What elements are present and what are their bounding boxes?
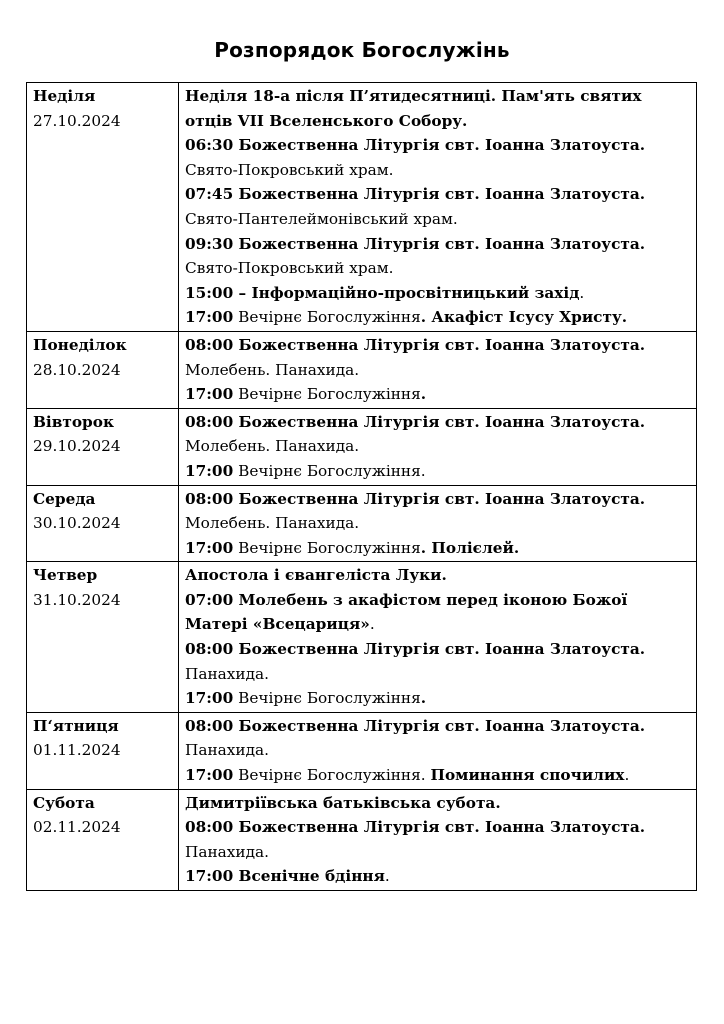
schedule-row bbox=[27, 83, 697, 332]
service-line bbox=[185, 511, 692, 536]
service-text: . bbox=[420, 385, 427, 404]
day-name: Понеділок bbox=[33, 335, 127, 354]
day-date: 27.10.2024 bbox=[33, 111, 121, 130]
service-text: Апостола і євангеліста Луки. bbox=[185, 566, 447, 585]
service-text: Димитріївська батьківська субота. bbox=[185, 793, 501, 812]
day-date: 30.10.2024 bbox=[33, 514, 121, 533]
schedule-row bbox=[27, 485, 697, 562]
service-text: 17:00 bbox=[185, 689, 234, 708]
service-line bbox=[185, 536, 692, 561]
service-text: 17:00 bbox=[185, 461, 234, 480]
schedule-body bbox=[27, 83, 697, 891]
service-line bbox=[185, 133, 692, 158]
service-line bbox=[185, 84, 692, 109]
service-text: Вечірнє Богослужіння bbox=[233, 308, 421, 327]
day-cell bbox=[27, 789, 179, 890]
service-text: 17:00 Всенічне бдіння bbox=[185, 867, 385, 886]
schedule-row bbox=[27, 712, 697, 789]
service-line bbox=[185, 410, 692, 435]
service-line bbox=[185, 487, 692, 512]
service-text: Вечірнє Богослужіння bbox=[233, 689, 421, 708]
service-text: Свято-Покровський храм. bbox=[185, 259, 394, 278]
day-name: Вівторок bbox=[33, 412, 114, 431]
day-name: Четвер bbox=[33, 566, 98, 585]
service-line bbox=[185, 382, 692, 407]
service-line bbox=[185, 637, 692, 662]
service-text: 08:00 Божественна Літургія свт. Іоанна Златоуста. bbox=[185, 335, 646, 354]
service-text: Свято-Пантелеймонівський храм. bbox=[185, 209, 458, 228]
service-line bbox=[185, 612, 692, 637]
services-cell bbox=[179, 485, 697, 562]
day-name: Неділя bbox=[33, 87, 96, 105]
service-text: 09:30 Божественна Літургія свт. Іоанна Златоуста. bbox=[185, 234, 646, 253]
service-text: 17:00 bbox=[185, 766, 234, 785]
service-text: Вечірнє Богослужіння bbox=[233, 385, 421, 404]
service-line bbox=[185, 791, 692, 816]
service-text: 17:00 bbox=[185, 385, 234, 404]
service-text: Поминання спочилих bbox=[430, 766, 625, 785]
service-text: Вечірнє Богослужіння bbox=[233, 538, 421, 557]
service-text: 06:30 Божественна Літургія свт. Іоанна Златоуста. bbox=[185, 136, 646, 155]
service-line bbox=[185, 815, 692, 840]
service-text: 08:00 Божественна Літургія свт. Іоанна Златоуста. bbox=[185, 489, 646, 508]
service-text: 17:00 bbox=[185, 308, 234, 327]
schedule-table bbox=[26, 82, 697, 891]
service-line bbox=[185, 738, 692, 763]
day-name: П‘ятниця bbox=[33, 716, 119, 735]
services-cell bbox=[179, 789, 697, 890]
service-text: 08:00 Божественна Літургія свт. Іоанна Златоуста. bbox=[185, 640, 646, 659]
service-line bbox=[185, 864, 692, 889]
service-text: . bbox=[384, 867, 390, 886]
service-text: Матері «Всецариця» bbox=[185, 615, 370, 634]
service-line bbox=[185, 686, 692, 711]
service-line bbox=[185, 109, 692, 134]
page-title: Розпорядок Богослужінь bbox=[214, 38, 510, 62]
service-line bbox=[185, 256, 692, 281]
service-line bbox=[185, 763, 692, 788]
day-date: 01.11.2024 bbox=[33, 741, 121, 760]
service-line bbox=[185, 232, 692, 257]
day-cell bbox=[27, 408, 179, 485]
services-cell bbox=[179, 331, 697, 408]
service-text: Панахида. bbox=[185, 664, 269, 683]
service-line bbox=[185, 305, 692, 330]
service-line bbox=[185, 662, 692, 687]
day-cell bbox=[27, 485, 179, 562]
service-line bbox=[185, 563, 692, 588]
day-cell bbox=[27, 83, 179, 332]
service-text: . bbox=[579, 283, 585, 302]
service-text: Молебень. Панахида. bbox=[185, 360, 360, 379]
service-text: . bbox=[420, 689, 427, 708]
service-line bbox=[185, 714, 692, 739]
service-text: отців VII Вселенського Собору. bbox=[185, 111, 468, 130]
service-text: . Акафіст Ісусу Христу. bbox=[420, 308, 628, 327]
service-text: Свято-Покровський храм. bbox=[185, 160, 394, 179]
day-date: 28.10.2024 bbox=[33, 360, 121, 379]
service-line bbox=[185, 207, 692, 232]
service-line bbox=[185, 333, 692, 358]
schedule-row bbox=[27, 562, 697, 713]
service-line bbox=[185, 840, 692, 865]
service-text: 07:45 Божественна Літургія свт. Іоанна Златоуста. bbox=[185, 185, 646, 204]
day-cell bbox=[27, 331, 179, 408]
day-date: 29.10.2024 bbox=[33, 437, 121, 456]
schedule-row bbox=[27, 331, 697, 408]
service-text: Молебень. Панахида. bbox=[185, 437, 360, 456]
service-text: 08:00 Божественна Літургія свт. Іоанна Златоуста. bbox=[185, 412, 646, 431]
services-cell bbox=[179, 83, 697, 332]
service-line bbox=[185, 459, 692, 484]
service-line bbox=[185, 158, 692, 183]
day-date: 31.10.2024 bbox=[33, 590, 121, 609]
service-text: 17:00 bbox=[185, 538, 234, 557]
service-text: 07:00 Молебень з акафістом перед іконою Божої bbox=[185, 590, 628, 609]
service-text: . Полієлей. bbox=[420, 538, 520, 557]
service-text: Панахида. bbox=[185, 741, 269, 760]
schedule-row bbox=[27, 789, 697, 890]
service-text: Молебень. Панахида. bbox=[185, 514, 360, 533]
day-name: Середа bbox=[33, 489, 96, 508]
service-text: Вечірнє Богослужіння. bbox=[233, 461, 426, 480]
services-cell bbox=[179, 712, 697, 789]
service-text: Вечірнє Богослужіння. bbox=[233, 766, 431, 785]
day-cell bbox=[27, 562, 179, 713]
service-text: Панахида. bbox=[185, 842, 269, 861]
service-text: . bbox=[369, 615, 375, 634]
service-line bbox=[185, 588, 692, 613]
services-cell bbox=[179, 562, 697, 713]
services-cell bbox=[179, 408, 697, 485]
service-text: 08:00 Божественна Літургія свт. Іоанна Златоуста. bbox=[185, 818, 646, 837]
day-date: 02.11.2024 bbox=[33, 818, 121, 837]
schedule-row bbox=[27, 408, 697, 485]
service-text: 08:00 Божественна Літургія свт. Іоанна Златоуста. bbox=[185, 716, 646, 735]
service-text: 15:00 – Інформаційно-просвітницький захід bbox=[185, 283, 580, 302]
service-text: Неділя 18-а після П’ятидесятниці. Пам'ять святих bbox=[185, 87, 642, 105]
service-line bbox=[185, 358, 692, 383]
day-name: Субота bbox=[33, 793, 95, 812]
service-text: . bbox=[624, 766, 630, 785]
day-cell bbox=[27, 712, 179, 789]
service-line bbox=[185, 281, 692, 306]
service-line bbox=[185, 182, 692, 207]
service-line bbox=[185, 434, 692, 459]
